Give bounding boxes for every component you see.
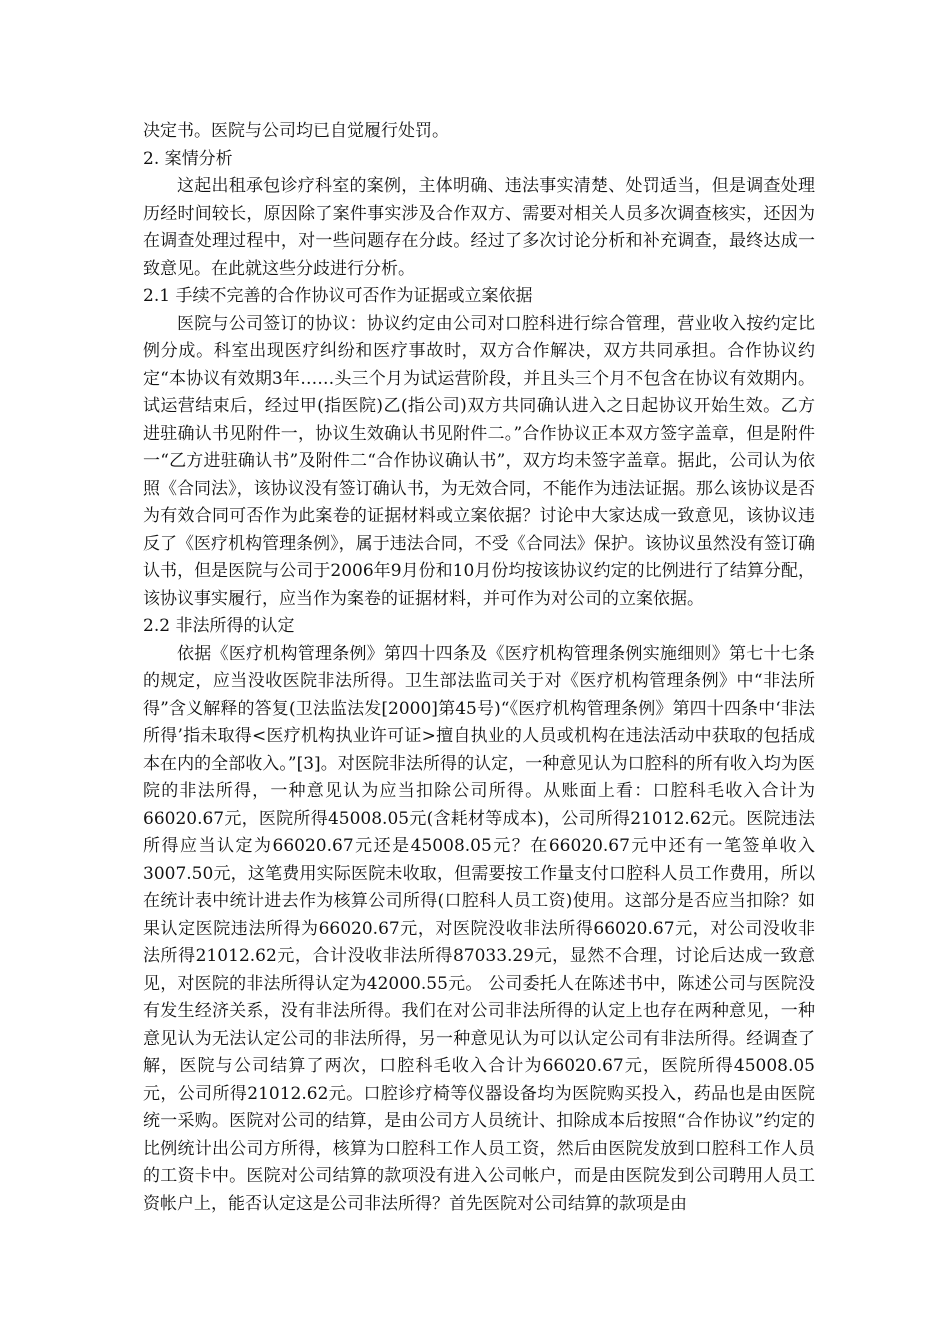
section-heading-case-analysis: 2. 案情分析 <box>143 148 233 169</box>
paragraph-agreement: 医院与公司签订的协议：协议约定由公司对口腔科进行综合管理，营业收入按约定比例分成。科室出现医疗纠纷和医疗事故时，双方合作解决，双方共同承担。合作协议约定“本协议有效期3年……头三个月为试运营阶段，并且头三个月不包含在协议有效期内。试运营结束后，经过甲(指医院)乙(指公司)双方共同确认进入之日起协议开始生效。乙方进驻确认书见附件一，协议生效确认书见附件二。”合作协议正本双方签字盖章，但是附件一“乙方进驻确认书”及附件二“合作协议确认书”，双方均未签字盖章。据此，公司认为依照《合同法》，该协议没有签订确认书，为无效合同，不能作为违法证据。那么该协议是否为有效合同可否作为此案卷的证据材料或立案依据？讨论中大家达成一致意见，该协议违反了《医疗机构管理条例》，属于违法合同，不受《合同法》保护。该协议虽然没有签订确认书，但是医院与公司于2006年9月份和10月份均按该协议约定的比例进行了结算分配，该协议事实履行，应当作为案卷的证据材料，并可作为对公司的立案依据。 <box>143 313 815 609</box>
paragraph-illegal-income: 依据《医疗机构管理条例》第四十四条及《医疗机构管理条例实施细则》第七十七条的规定，应当没收医院非法所得。卫生部法监司关于对《医疗机构管理条例》中“非法所得”含义解释的答复(卫法监法发[2000]第45号)“《医疗机构管理条例》第四十四条中‘非法所得’指未取得<医疗机构执业许可证>擅自执业的人员或机构在违法活动中获取的包括成本在内的全部收入。”[3]。对医院非法所得的认定，一种意见认为口腔科的所有收入均为医院的非法所得，一种意见认为应当扣除公司所得。从账面上看：口腔科毛收入合计为66020.67元，医院所得45008.05元(含耗材等成本)，公司所得21012.62元。医院违法所得应当认定为66020.67元还是45008.05元？在66020.67元中还有一笔签单收入3007.50元，这笔费用实际医院未收取，但需要按工作量支付口腔科人员工作费用，所以在统计表中统计进去作为核算公司所得(口腔科人员工资)使用。这部分是否应当扣除？如果认定医院违法所得为66020.67元，对医院没收非法所得66020.67元，对公司没收非法所得21012.62元，合计没收非法所得87033.29元，显然不合理，讨论后达成一致意见，对医院的非法所得认定为42000.55元。 公司委托人在陈述书中，陈述公司与医院没有发生经济关系，没有非法所得。我们在对公司非法所得的认定上也存在两种意见，一种意见认为无法认定公司的非法所得，另一种意见认为可以认定公司有非法所得。经调查了解，医院与公司结算了两次，口腔科毛收入合计为66020.67元，医院所得45008.05元，公司所得21012.62元。口腔诊疗椅等仪器设备均为医院购买投入，药品也是由医院统一采购。医院对公司的结算，是由公司方人员统计、扣除成本后按照“合作协议”约定的比例统计出公司方所得，核算为口腔科工作人员工资，然后由医院发放到口腔科工作人员的工资卡中。医院对公司结算的款项没有进入公司帐户，而是由医院发到公司聘用人员工资帐户上，能否认定这是公司非法所得？首先医院对公司结算的款项是由 <box>143 643 815 1214</box>
paragraph-continued: 决定书。医院与公司均已自觉履行处罚。 <box>143 121 449 141</box>
paragraph-case-overview: 这起出租承包诊疗科室的案例，主体明确、违法事实清楚、处罚适当，但是调查处理历经时间较长，原因除了案件事实涉及合作双方、需要对相关人员多次调查核实，还因为在调查处理过程中，对一些问题存在分歧。经过了多次讨论分析和补充调查，最终达成一致意见。在此就这些分歧进行分析。 <box>143 176 815 279</box>
subsection-heading-2-1: 2.1 手续不完善的合作协议可否作为证据或立案依据 <box>143 286 533 306</box>
subsection-heading-2-2: 2.2 非法所得的认定 <box>143 616 295 636</box>
document-page <box>143 118 815 1218</box>
